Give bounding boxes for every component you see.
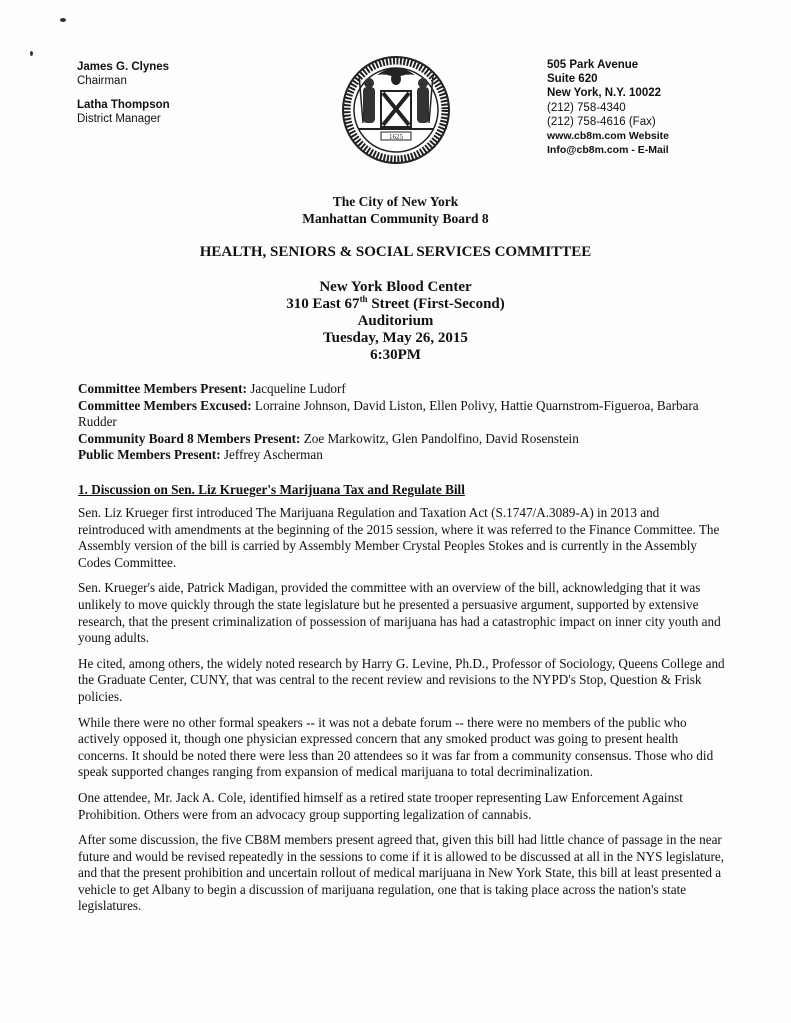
email-link[interactable]: Info@cb8m.com - E-Mail bbox=[547, 144, 669, 157]
svg-text:1625: 1625 bbox=[389, 133, 403, 141]
phone-number: (212) 758-4340 bbox=[547, 101, 626, 114]
venue-name: New York Blood Center bbox=[319, 279, 472, 295]
city-name: The City of New York bbox=[332, 194, 459, 209]
letterhead-contact bbox=[547, 58, 669, 157]
attendance-list bbox=[78, 381, 728, 464]
paragraph: Sen. Liz Krueger first introduced The Marijuana Regulation and Taxation Act (S.1747/A.3089-A) in 2013 and reintroduced with amendments at the beginning of the 2015 session, where it was referred to the Finance Committee. The Assembly version of the bill is carried by Assembly Member Crystal Peoples Stokes and is currently in the Assembly Codes Committee. bbox=[78, 505, 720, 570]
venue-room: Auditorium bbox=[357, 313, 434, 329]
attendance-present: Committee Members Present: Jacqueline Ludorf bbox=[78, 381, 346, 396]
chairman-title: Chairman bbox=[77, 75, 127, 87]
address-city: New York, N.Y. 10022 bbox=[547, 87, 662, 100]
section-body bbox=[78, 505, 728, 924]
district-manager-title: District Manager bbox=[77, 113, 161, 125]
meeting-details bbox=[0, 279, 791, 364]
chairman-name: James G. Clynes bbox=[77, 61, 170, 73]
committee-title: HEALTH, SENIORS & SOCIAL SERVICES COMMITTEE bbox=[199, 244, 592, 260]
paragraph: One attendee, Mr. Jack A. Cole, identified himself as a retired state trooper representing Law Enforcement Against Prohibition. Others were from an advocacy group supporting legalization of cannabis. bbox=[78, 789, 683, 822]
organization-heading bbox=[0, 193, 791, 227]
district-manager-name: Latha Thompson bbox=[77, 99, 170, 111]
venue-street: 310 East 67th Street (First-Second) bbox=[286, 294, 505, 312]
paragraph: While there were no other formal speakers -- it was not a debate forum -- there were no members of the public who actively opposed it, though one physician expressed concern that any smoked product was going to present health concerns. It should be noted there were less than 20 attendees so it was far from a community consensus. Those who did speak supported changes ranging from expansion of medical marijuana to total decriminalization. bbox=[78, 714, 714, 780]
attendance-board-members: Community Board 8 Members Present: Zoe Markowitz, Glen Pandolfino, David Rosenstein bbox=[78, 430, 579, 446]
attendance-excused: Committee Members Excused: Lorraine Johnson, David Liston, Ellen Polivy, Hattie Quarnstrom-Figueroa, Barbara Rudder bbox=[78, 397, 699, 430]
fax-number: (212) 758-4616 (Fax) bbox=[547, 115, 656, 128]
attendance-public: Public Members Present: Jeffrey Ascherman bbox=[78, 447, 323, 463]
paragraph: Sen. Krueger's aide, Patrick Madigan, provided the committee with an overview of the bill, acknowledging that it was unlikely to move quickly through the state legislature but he presented a persuasive argument, supported by extensive research, that the present criminalization of possession of marijuana has had a catastrophic impact on inner city youth and young adults. bbox=[78, 580, 721, 646]
paragraph: After some discussion, the five CB8M members present agreed that, given this bill had little chance of passage in the near future and would be revised repeatedly in the sessions to come if it is allowed to be discussed at all in the NYS legislature, and that the present prohibition and uncertain rollout of medical marijuana in New York State, this bill at least presented a vehicle to get Albany to begin a discussion of marijuana regulation, one that is taking place across the nation's state legislatures. bbox=[78, 832, 725, 914]
paragraph: He cited, among others, the widely noted research by Harry G. Levine, Ph.D., Professor of Sociology, Queens College and the Graduate Center, CUNY, that was central to the recent review and revisions to the NYPD's Stop, Question & Frisk policies. bbox=[78, 655, 725, 704]
scan-speck bbox=[60, 18, 66, 22]
board-name: Manhattan Community Board 8 bbox=[302, 211, 489, 226]
meeting-time: 6:30PM bbox=[370, 347, 421, 363]
section-title: 1. Discussion on Sen. Liz Krueger's Marijuana Tax and Regulate Bill bbox=[78, 482, 465, 497]
scan-speck bbox=[30, 51, 33, 56]
website-link[interactable]: www.cb8m.com Website bbox=[547, 130, 669, 143]
address-line-2: Suite 620 bbox=[547, 73, 598, 86]
meeting-date: Tuesday, May 26, 2015 bbox=[323, 330, 468, 346]
address-line-1: 505 Park Avenue bbox=[547, 59, 639, 71]
nyc-seal-icon bbox=[337, 53, 455, 165]
letterhead-officers bbox=[77, 60, 170, 126]
